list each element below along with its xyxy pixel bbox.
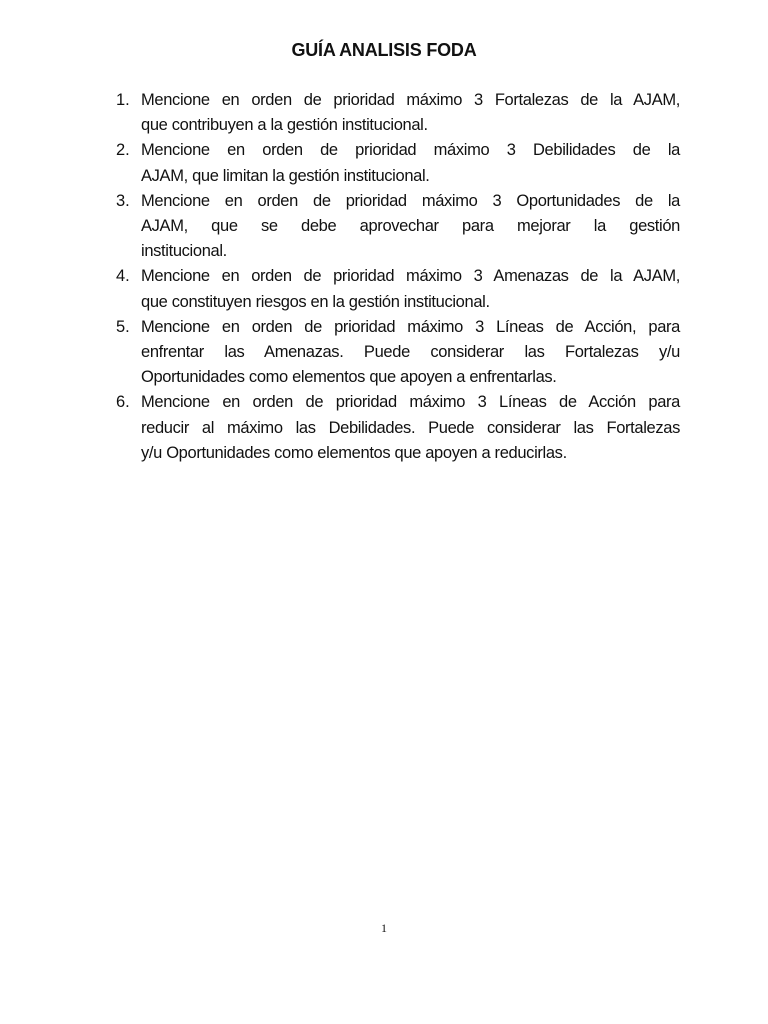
list-item-text-line: y/u Oportunidades como elementos que apoyen a reducirlas. <box>141 443 567 462</box>
list-item-text-line: Mencione en orden de prioridad máximo 3 Oportunidades de la <box>141 191 680 210</box>
list-item <box>112 189 680 265</box>
list-item-number: 6. <box>116 393 130 412</box>
list-item-number: 4. <box>116 267 130 286</box>
list-item-text-line: AJAM, que limitan la gestión institucional. <box>141 166 430 185</box>
list-item-text-line: Mencione en orden de prioridad máximo 3 Amenazas de la AJAM, <box>141 267 680 286</box>
list-item <box>112 315 680 391</box>
list-item <box>112 264 680 314</box>
list-item-number: 5. <box>116 317 130 336</box>
list-item <box>112 138 680 188</box>
page-number: 1 <box>381 921 387 935</box>
list-item <box>112 88 680 138</box>
list-item-text-line: Mencione en orden de prioridad máximo 3 Líneas de Acción, para <box>141 317 680 336</box>
list-item <box>112 390 680 466</box>
list-item-number: 2. <box>116 141 130 160</box>
list-item-text-line: AJAM, que se debe aprovechar para mejorar la gestión <box>141 217 680 236</box>
question-list <box>112 88 680 466</box>
list-item-text-line: Mencione en orden de prioridad máximo 3 Fortalezas de la AJAM, <box>141 91 680 109</box>
list-item-text-line: Mencione en orden de prioridad máximo 3 Líneas de Acción para <box>141 393 680 412</box>
list-item-text-line: Mencione en orden de prioridad máximo 3 Debilidades de la <box>141 141 680 160</box>
list-item-text-line: que constituyen riesgos en la gestión institucional. <box>141 292 490 311</box>
list-item-text-line: Oportunidades como elementos que apoyen a enfrentarlas. <box>141 368 557 387</box>
list-item-text-line: institucional. <box>141 242 227 261</box>
list-item-number: 1. <box>116 91 130 109</box>
list-item-number: 3. <box>116 191 130 210</box>
document-title: GUÍA ANALISIS FODA <box>291 40 477 60</box>
list-item-text-line: que contribuyen a la gestión institucional. <box>141 116 428 135</box>
list-item-text-line: reducir al máximo las Debilidades. Puede considerar las Fortalezas <box>141 418 680 437</box>
list-item-text-line: enfrentar las Amenazas. Puede considerar las Fortalezas y/u <box>141 343 680 362</box>
